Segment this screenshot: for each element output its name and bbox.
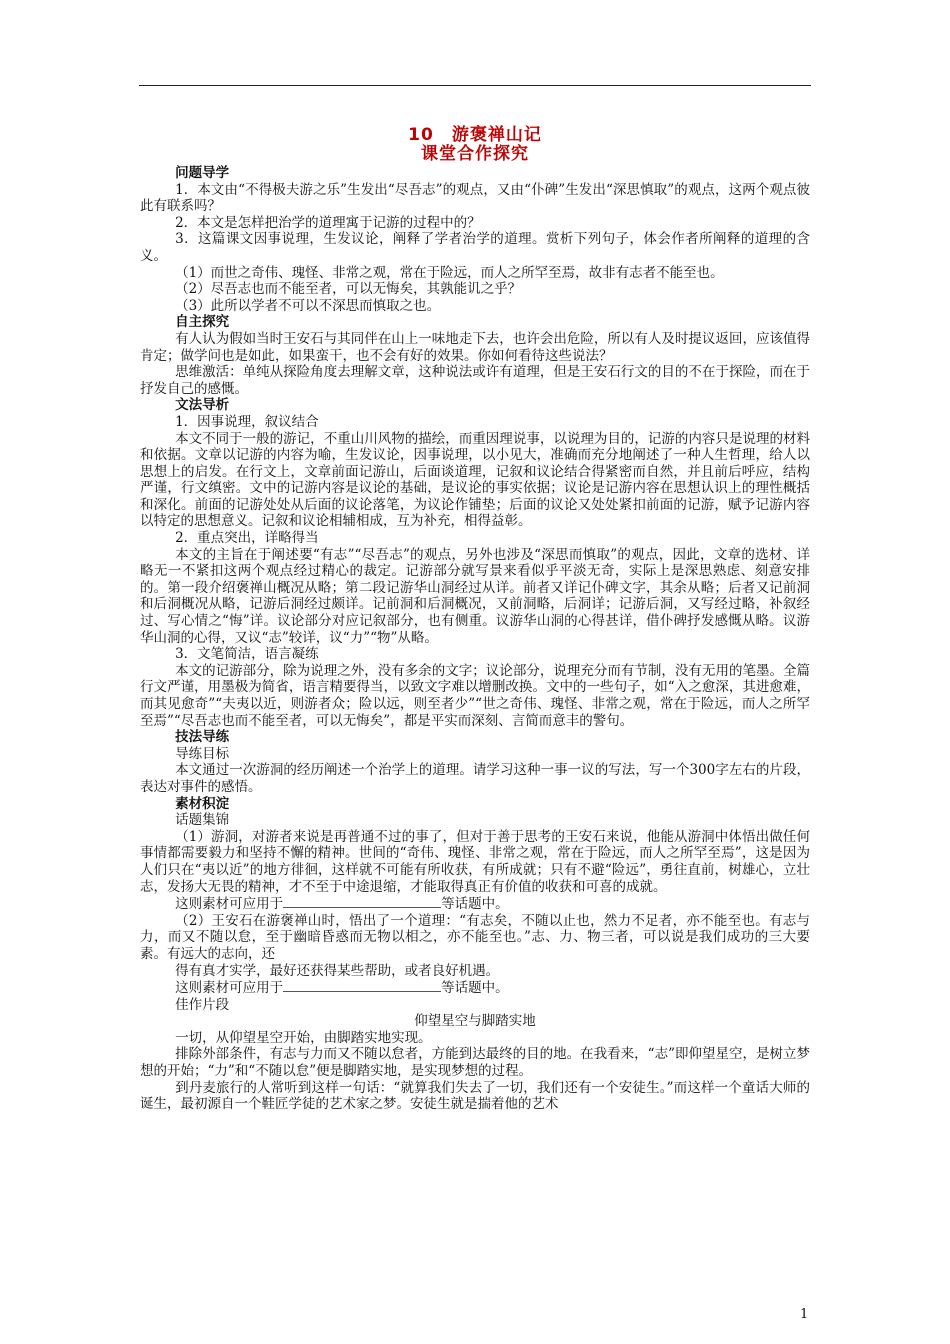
application-prefix: 这则素材可应用于 [175,980,284,997]
paragraph: 思维激活：单纯从探险角度去理解文章，这种说法或许有道理，但是王安石行文的目的不在于探险，而在于抒发自己的感慨。 [140,364,810,397]
application-suffix: 等话题中。 [441,896,509,913]
paragraph: 2．本文是怎样把治学的道理寓于记游的过程中的？ [175,214,481,231]
paragraph: （1）游洞，对游者来说是再普通不过的事了，但对于善于思考的王安石来说，他能从游洞中体悟出做任何事情都需要毅力和坚持不懈的精神。世间的“奇伟、瑰怪、非常之观，常在于险远，而人之所罕至焉”，这是因为人们只在“夷以近”的地方徘徊，这样就不可能有所收获，有所成就；只有不避“险远”，勇往直前，树雄心，立壮志，发扬大无畏的精神，才不至于中途退缩，才能取得真正有价值的收获和可喜的成就。 [140,828,810,895]
paragraph: 2．重点突出，详略得当 [175,530,319,547]
paragraph: （2）尽吾志也而不能至者，可以无悔矣，其孰能讥之乎？ [175,281,522,298]
essay-paragraph: 一切，从仰望星空开始，由脚踏实地实现。 [175,1029,432,1046]
section-heading-zizhu: 自主探究 [175,314,230,331]
paragraph: 1．本文由“不得极夫游之乐”生发出“尽吾志”的观点，又由“仆碑”生发出“深思慎取”的观点，这两个观点彼此有联系吗？ [140,181,810,215]
lesson-subtitle: 课堂合作探究 [421,144,529,164]
paragraph: （1）而世之奇伟、瑰怪、非常之观，常在于险远，而人之所罕至焉，故非有志者不能至也。 [175,264,724,281]
essay-paragraph: 到丹麦旅行的人常听到这样一句话：“就算我们失去了一切，我们还有一个安徒生。”而这样一个童话大师的诞生，最初源自一个鞋匠学徒的艺术家之梦。安徒生就是揣着他的艺术 [140,1079,810,1113]
section-heading-sucai: 素材积淀 [175,795,230,812]
excerpt-label: 佳作片段 [175,996,230,1013]
paragraph: 本文的记游部分，除为说理之外，没有多余的文字；议论部分，说理充分而有节制，没有无用的笔墨。全篇行文严谨，用墨极为简省，语言精要得当，以致文字难以增删改换。文中的一些句子，如“入之愈深，其进愈难，而其见愈奇”“夫夷以近，则游者众；险以远，则至者少”“世之奇伟、瑰怪、非常之观，常在于险远，而人之所罕至焉”“尽吾志也而不能至者，可以无悔矣”，都是平实而深刻、言简而意丰的警句。 [140,662,810,729]
application-prefix: 这则素材可应用于 [175,896,284,913]
paragraph: （2）王安石在游褒禅山时，悟出了一个道理：“有志矣，不随以止也，然力不足者，亦不能至也。有志与力，而又不随以怠，至于幽暗昏惑而无物以相之，亦不能至也。”志、力、物三者，可以说是我们成功的三大要素。有远大的志向，还 [140,912,810,962]
fill-in-blank[interactable] [283,979,441,992]
essay-paragraph: 排除外部条件，有志与力而又不随以怠者，方能到达最终的目的地。在我看来，“志”即仰望星空，是树立梦想的开始；“力”和“不随以怠”便是脚踏实地，是实现梦想的过程。 [140,1046,810,1080]
paragraph: 话题集锦 [175,812,230,829]
paragraph: 本文的主旨在于阐述要“有志”“尽吾志”的观点，另外也涉及“深思而慎取”的观点，因此，文章的选材、详略无一不紧扣这两个观点经过精心的裁定。记游部分就写景来看似乎平淡无奇，实际上是深思熟虑、刻意安排的。第一段介绍褒禅山概况从略；第二段记游华山洞经过从详。前者又详记仆碑文字，其余从略；后者又记前洞和后洞概况从略，记游后洞经过颇详。记前洞和后洞概况，又前洞略，后洞详；记游后洞，又写经过略，补叙经过、写心情之“悔”详。议论部分对应记叙部分，也有侧重。议游华山洞的心得甚详，借仆碑抒发感慨从略。议游华山洞的心得，又议“志”较详，议“力”“物”从略。 [140,546,810,646]
section-heading-wenfa: 文法导析 [175,397,230,414]
paragraph: 1．因事说理，叙议结合 [175,413,319,430]
application-line [140,979,810,997]
section-heading-jifa: 技法导练 [175,729,230,746]
paragraph: 本文通过一次游洞的经历阐述一个治学上的道理。请学习这种一事一议的写法，写一个300字左右的片段，表达对事件的感悟。 [140,762,810,795]
section-heading-wenti: 问题导学 [175,165,230,181]
paragraph: 本文不同于一般的游记，不重山川风物的描绘，而重因理说事，以说理为目的，记游的内容只是说理的材料和依据。文章以记游的内容为喻，生发议论，因事说理，以小见大，准确而充分地阐述了一种人生哲理，给人以思想上的启发。在行文上，文章前面记游山，后面谈道理，记叙和议论结合得紧密而自然，并且前后呼应，结构严谨，行文缜密。文中的记游内容是议论的基础，是议论的事实依据；议论是记游内容在思想认识上的理性概括和深化。前面的记游处处从后面的议论落笔，为议论作铺垫；后面的议论又处处紧扣前面的记游，赋予记游内容以特定的思想意义。记叙和议论相辅相成，互为补充，相得益彰。 [140,430,810,530]
paragraph: （3）此所以学者不可以不深思而慎取之也。 [175,297,441,314]
paragraph: 3．文笔简洁，语言凝练 [175,646,319,663]
application-suffix: 等话题中。 [441,980,509,997]
page-number: 1 [800,1307,809,1322]
header-rule [139,85,811,86]
lesson-title: 10 游褒禅山记 [408,125,542,145]
fill-in-blank[interactable] [283,895,441,908]
paragraph: 有人认为假如当时王安石与其同伴在山上一味地走下去，也许会出危险，所以有人及时提议返回，应该值得肯定；做学问也是如此，如果蛮干，也不会有好的效果。你如何看待这些说法？ [140,330,810,364]
document-body [140,126,810,1113]
paragraph: 导练目标 [175,745,230,762]
paragraph: 得有真才实学，最好还获得某些帮助，或者良好机遇。 [175,962,500,979]
paragraph: 3．这篇课文因事说理，生发议论，阐释了学者治学的道理。赏析下列句子，体会作者所阐释的道理的含义。 [140,231,810,264]
application-line [140,895,810,913]
essay-title: 仰望星空与脚踏实地 [414,1013,536,1030]
